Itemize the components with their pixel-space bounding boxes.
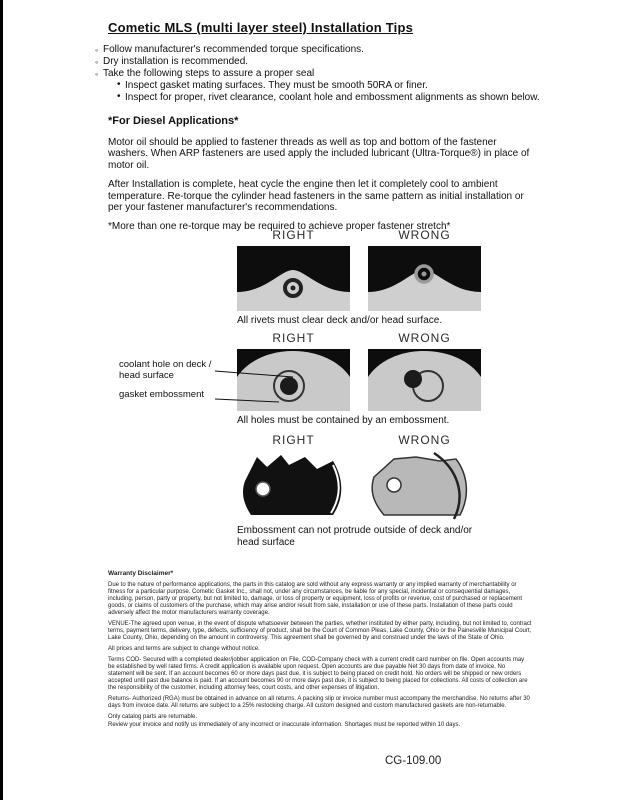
- warranty-heading: Warranty Disclaimer*: [108, 570, 174, 577]
- wrong-label: WRONG: [398, 228, 451, 242]
- diesel-heading: *For Diesel Applications*: [108, 115, 239, 127]
- legal-paragraph: Review your invoice and notify us immediately of any incorrect or inaccurate information. Shortages must be reported within 10 days.: [108, 722, 461, 728]
- embossment-right-image: [237, 349, 350, 411]
- coolant-hole-label: coolant hole on deck / head surface: [119, 359, 212, 381]
- wrong-label: WRONG: [398, 433, 451, 447]
- bullet-item: ◦ Take the following steps to assure a proper seal: [95, 68, 540, 80]
- diagram-row-deck-edge: [237, 433, 483, 549]
- embossment-caption: All holes must be contained by an embossment.: [237, 415, 450, 426]
- legal-paragraph: VENUE-The agreed upon venue, in the event of dispute whatsoever between the parties, whether instituted by either party, including, but not limited to, contract terms, payment terms, delivery, type, defects, sufficiency of product, shall be the Court of Common Pleas, Lake County, Ohio or the Painesville Municipal Court, Lake County, Ohio, depending on the amount in controversy. This agreement shall be governed by and construed under the laws of the State of Ohio.: [108, 621, 532, 641]
- legal-paragraph: Terms COD- Secured with a completed dealer/jobber application on File, COD-Company check with a current credit card number on file. Open accounts may be established by well rated firms. A credit application is available upon request. Open accounts are due payable Net 30 days from date of invoice. No statement will be sent. If an account becomes 60 or more days past due, it is subject to being placed on credit hold. No orders will be shipped or new orders accepted until past due balance is paid. If an account becomes 90 or more days past due, it is subject to being placed for collections. All costs of collection are the responsibility of the customer, including attorney fees, court costs, and other expenses of litigation.: [108, 657, 528, 691]
- bullet-item: ◦ Follow manufacturer's recommended torque specifications.: [95, 44, 540, 56]
- sub-bullet-item: • Inspect for proper, rivet clearance, coolant hole and embossment alignments as shown below.: [95, 92, 540, 104]
- wrong-label: WRONG: [398, 331, 451, 345]
- rivet-wrong-image: [368, 246, 481, 311]
- legal-paragraph: Due to the nature of performance applications, the parts in this catalog are sold without any express warranty or any implied warranty of merchantability or fitness for a particular purpose. Cometic Gasket Inc., shall not, under any circumstances, be liable for any special, incidental or consequential damages, including, person, party or property, but not limited to, damage, or loss of property or equipment, loss of profits or revenue, cost of purchased or replacement goods, or claims of customers of the purchase, which may arise and/or result from sale, installation or use of these parts. Installation of these parts could adversely affect the motor manufacturers warranty coverage.: [108, 582, 523, 616]
- diesel-paragraph: After Installation is complete, heat cycle the engine then let it completely cool to ambient temperature. Re-torque the cylinder head fasteners in the same pattern as initial installation or per your fastener manufacturer's recommendations.: [108, 179, 524, 213]
- legal-paragraph: Only catalog parts are returnable.: [108, 714, 198, 720]
- right-label: RIGHT: [272, 331, 315, 345]
- right-label: RIGHT: [272, 228, 315, 242]
- retorque-note: *More than one re-torque may be required to achieve proper fastener stretch*: [108, 220, 451, 232]
- legal-paragraph: Returns- Authorized (RGA) must be obtained in advance on all returns. A packing slip or invoice number must accompany the merchandise. No returns after 30 days from invoice date. All returns are subject to a 25% restocking charge. All custom designed and custom manufactured gaskets are non-returnable.: [108, 696, 530, 709]
- diesel-applications-section: [108, 116, 536, 232]
- deck-edge-wrong-image: [368, 451, 481, 521]
- warranty-disclaimer-section: [108, 570, 532, 733]
- diesel-paragraph: Motor oil should be applied to fastener threads as well as top and bottom of the fastener washers. When ARP fasteners are used apply the included lubricant (Ultra-Torque®) in place of motor oil.: [108, 136, 530, 171]
- installation-tips-section: [95, 20, 540, 104]
- diagram-section: [119, 228, 483, 549]
- gasket-embossment-label: gasket embossment: [119, 389, 205, 400]
- rivets-caption: All rivets must clear deck and/or head surface.: [237, 315, 443, 326]
- page-left-edge: [0, 0, 3, 800]
- page-title: Cometic MLS (multi layer steel) Installation Tips: [108, 20, 414, 35]
- legal-paragraph: All prices and terms are subject to change without notice.: [108, 646, 260, 652]
- deck-edge-caption: Embossment can not protrude outside of deck and/or head surface: [237, 525, 473, 548]
- diagram-row-embossment: [119, 331, 483, 427]
- diagram-callouts: [119, 359, 219, 400]
- diagram-row-rivets: [237, 228, 483, 327]
- document-code: CG-109.00: [385, 755, 442, 767]
- embossment-wrong-image: [368, 349, 481, 411]
- right-label: RIGHT: [272, 433, 315, 447]
- rivet-right-image: [237, 246, 350, 311]
- tips-bullet-list: [95, 44, 540, 104]
- deck-edge-right-image: [237, 451, 350, 521]
- bullet-item: ◦ Dry installation is recommended.: [95, 56, 540, 68]
- sub-bullet-item: • Inspect gasket mating surfaces. They must be smooth 50RA or finer.: [95, 80, 540, 92]
